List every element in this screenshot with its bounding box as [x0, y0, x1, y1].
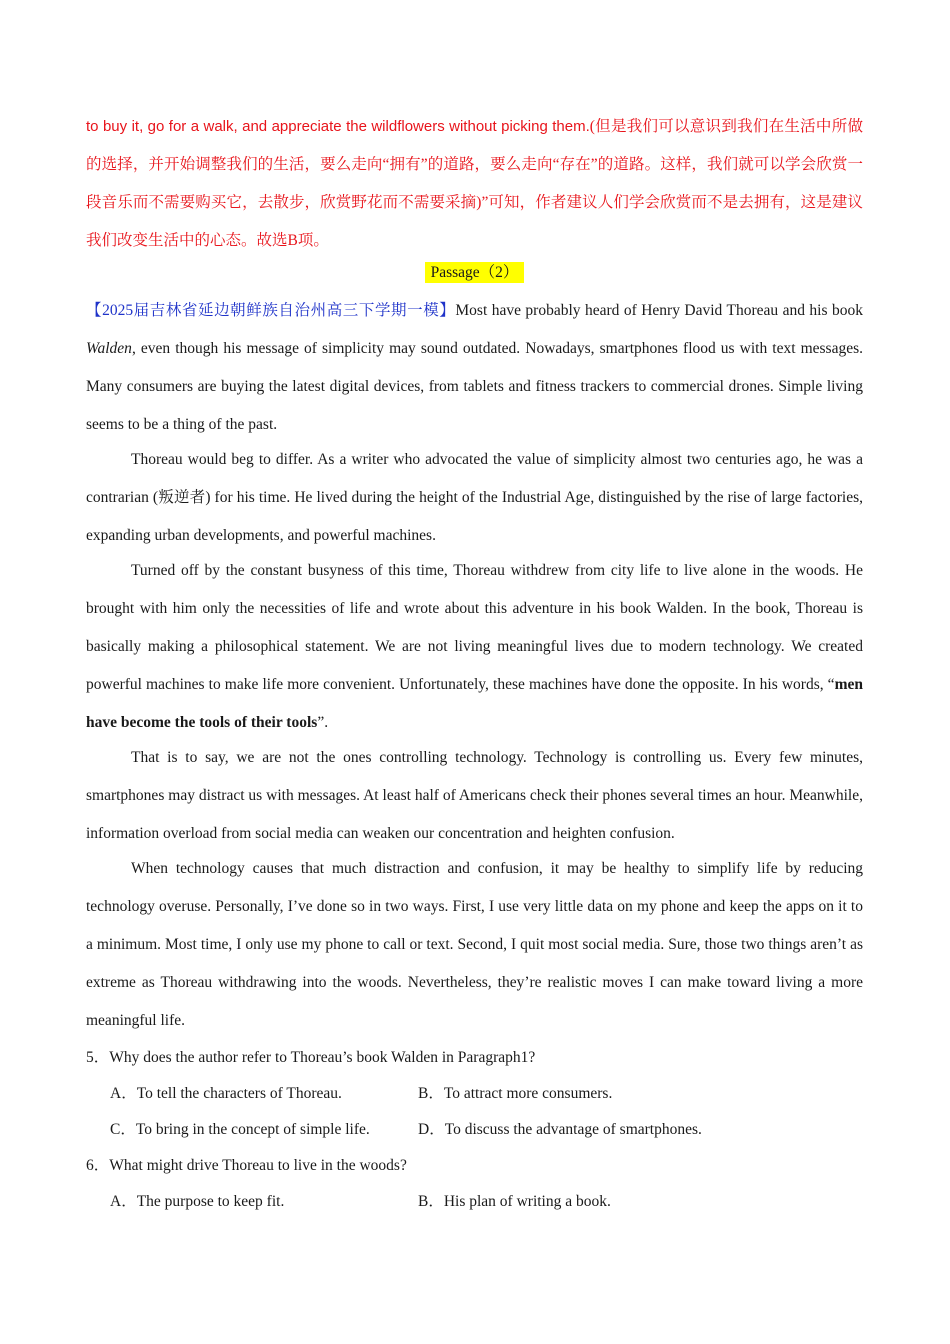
explanation-chinese-rest: 所做的选择，并开始调整我们的生活，要么走向“拥有”的道路，要么走向“存在”的道路。这样，我们就可以学会欣赏一段音乐而不需要购买它，去散步，欣赏野花而不需要采摘)”可知，作者建议人们学会欣赏而不是去拥有，这是建议我们改变生活中的心态。故选B项。	[86, 118, 863, 249]
paragraph-2: Thoreau would beg to differ. As a writer who advocated the value of simplicity almost two centuries ago, he was a contrarian (叛逆者) for his time. He lived during the height of the Industrial Age, distinguished by the rise of large factories, expanding urban developments, and powerful machines.	[86, 451, 863, 544]
question-6-options-row-1	[86, 1184, 863, 1220]
question-6-option-a[interactable]: A．The purpose to keep fit.	[110, 1193, 285, 1210]
paragraph-1-text-a: Most have probably heard of Henry David Thoreau and his book	[455, 302, 863, 319]
question-6-option-b[interactable]: B．His plan of writing a book.	[418, 1193, 611, 1210]
paragraph-1	[86, 292, 863, 444]
paragraph-1-text-b: , even though his message of simplicity may sound outdated. Nowadays, smartphones flood us with text messages. Many consumers are buying the latest digital devices, from tablets and fitness trackers to commercial drones. Simple living seems to be a thing of the past.	[86, 340, 863, 433]
source-label: 【2025届吉林省延边朝鲜族自治州高三下学期一模】	[86, 302, 456, 319]
paragraph-3-text-b: ”.	[317, 714, 329, 731]
quote-bold: men have become the tools of their tools	[86, 676, 863, 731]
explanation-chinese-start: (但是我们可以意识到我们在生活中	[589, 118, 832, 135]
question-6-stem: 6．What might drive Thoreau to live in the woods?	[86, 1157, 407, 1174]
answer-explanation	[86, 108, 863, 260]
explanation-english: to buy it, go for a walk, and appreciate the wildflowers without picking them.	[86, 118, 590, 135]
question-5-options-row-1	[86, 1076, 863, 1112]
question-5-option-c[interactable]: C．To bring in the concept of simple life.	[110, 1121, 370, 1138]
passage-title	[86, 260, 863, 286]
paragraph-3	[86, 552, 863, 742]
question-5-option-d[interactable]: D．To discuss the advantage of smartphones.	[418, 1121, 702, 1138]
paragraph-3-text-a: Turned off by the constant busyness of this time, Thoreau withdrew from city life to live alone in the woods. He brought with him only the necessities of life and wrote about this adventure in his book Walden. In the book, Thoreau is basically making a philosophical statement. We are not living meaningful lives due to modern technology. We created powerful machines to make life more convenient. Unfortunately, these machines have done the opposite. In his words, “	[86, 562, 863, 693]
question-6	[86, 1148, 863, 1220]
book-title-italic: Walden	[86, 340, 132, 357]
passage-title-highlight: Passage（2）	[425, 262, 525, 283]
paragraph-4: That is to say, we are not the ones controlling technology. Technology is controlling us. Every few minutes, smartphones may distract us with messages. At least half of Americans check their phones several times an hour. Meanwhile, information overload from social media can weaken our concentration and heighten confusion.	[86, 749, 863, 842]
document-page	[86, 108, 863, 1220]
question-5-option-a[interactable]: A．To tell the characters of Thoreau.	[110, 1085, 342, 1102]
question-5-options-row-2	[86, 1112, 863, 1148]
question-5-option-b[interactable]: B．To attract more consumers.	[418, 1085, 613, 1102]
question-5	[86, 1040, 863, 1148]
question-5-stem: 5．Why does the author refer to Thoreau’s book Walden in Paragraph1?	[86, 1049, 536, 1066]
paragraph-5: When technology causes that much distraction and confusion, it may be healthy to simplify life by reducing technology overuse. Personally, I’ve done so in two ways. First, I use very little data on my phone and keep the apps on it to a minimum. Most time, I only use my phone to call or text. Second, I quit most social media. Sure, those two things aren’t as extreme as Thoreau withdrawing into the woods. Nevertheless, they’re realistic moves I can make toward living a more meaningful life.	[86, 860, 863, 1029]
